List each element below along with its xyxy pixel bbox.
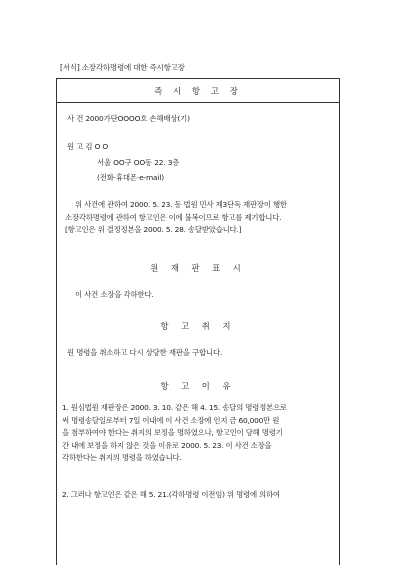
document-title: 즉 시 항 고 장 [154, 86, 242, 97]
section-title-original-judgment: 원 재 판 표 시 [150, 263, 246, 273]
reason-1-line: 간 내에 보정을 하지 않은 것을 이유로 2000. 5. 23. 이 사건 소장을 [62, 440, 272, 450]
document-caption: [서식] 소장각하명령에 대한 즉시항고장 [60, 63, 185, 72]
document-frame [56, 78, 340, 565]
case-line: 사 건 2000가단OOOO호 손해배상(기) [67, 114, 190, 123]
intro-paragraph [65, 199, 337, 237]
title-row [57, 79, 339, 103]
original-judgment-text: 이 사건 소장을 각하한다. [75, 290, 154, 299]
appellant-line: 원 고 김 O O [67, 142, 109, 151]
section-title-appeal-purpose: 항 고 취 지 [160, 321, 236, 331]
reason-2-line: 2. 그러나 항고인은 같은 해 5. 21.(각하명령 이전임) 위 명령에 의하여 [62, 490, 280, 499]
reason-1-line: 써 명령송달일로부터 7일 이내에 이 사건 소장에 인지 금 60,000만 원 [62, 415, 280, 425]
reason-2-paragraph [62, 489, 334, 502]
reason-1-paragraph [62, 402, 334, 465]
appellant-contact: (전화·휴대폰·e-mail) [97, 173, 164, 182]
intro-line: [항고인은 위 결정정본을 2000. 5. 28. 송달받았습니다.] [65, 225, 242, 235]
appeal-purpose-text: 원 명령을 취소하고 다시 상당한 재판을 구합니다. [67, 348, 223, 357]
section-title-appeal-reasons: 항 고 이 유 [160, 381, 236, 391]
reason-1-line: 1. 원심법원 재판장은 2000. 3. 10. 같은 해 4. 15. 송달의 명령정본으로 [62, 403, 287, 412]
reason-1-line: 을 첨부하여야 한다는 취지의 보정을 명하였으나, 항고인이 당해 명령기 [62, 428, 283, 438]
reason-1-line: 각하한다는 취지의 명령을 하였습니다. [62, 453, 182, 463]
intro-line: 소장각하명령에 관하여 항고인은 이에 불복이므로 항고를 제기합니다. [65, 212, 282, 222]
appellant-address: 서울 OO구 OO동 22. 3층 [97, 158, 180, 167]
intro-line: 위 사건에 관하여 2000. 5. 23. 동 법원 민사 제3단독 재판장이 행한 [75, 200, 287, 209]
